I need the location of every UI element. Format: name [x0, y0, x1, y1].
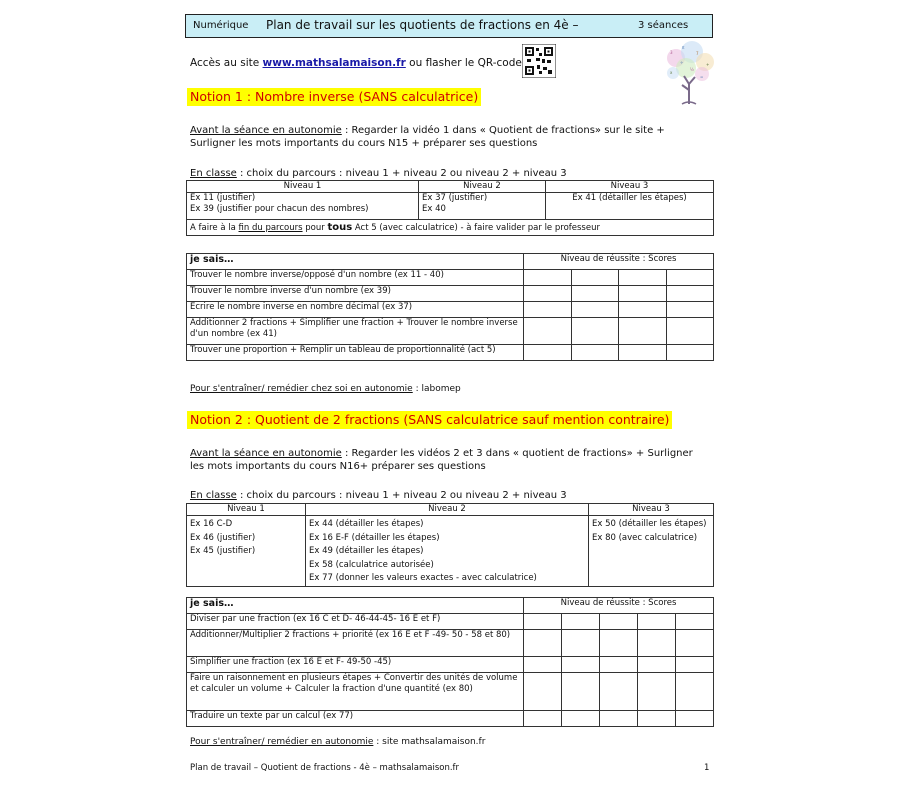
qr-code-icon	[522, 44, 556, 78]
score-cell[interactable]	[571, 318, 619, 345]
score-cell[interactable]	[571, 345, 619, 361]
score-cell[interactable]	[571, 302, 619, 318]
footer-text: Plan de travail – Quotient de fractions - 4è – mathsalamaison.fr	[190, 763, 460, 773]
level-header: Niveau 1	[187, 181, 419, 193]
score-cell[interactable]	[600, 630, 638, 657]
notion2-training: Pour s'entraîner/ remédier en autonomie : site mathsalamaison.fr	[190, 737, 486, 747]
scores-header: Niveau de réussite : Scores	[524, 254, 714, 270]
score-cell[interactable]	[562, 614, 600, 630]
score-cell[interactable]	[600, 673, 638, 711]
notion2-skills-table	[186, 597, 714, 727]
access-line: Accès au site www.mathsalamaison.fr ou flasher le QR-code	[190, 57, 522, 69]
score-cell[interactable]	[524, 345, 572, 361]
svg-text:=: =	[700, 74, 704, 79]
score-cell[interactable]	[676, 711, 714, 727]
score-cell[interactable]	[666, 318, 714, 345]
score-cell[interactable]	[524, 270, 572, 286]
level-cell: Ex 16 C-D Ex 46 (justifier) Ex 45 (justifier)	[187, 516, 306, 587]
score-cell[interactable]	[524, 673, 562, 711]
skill-row: Trouver le nombre inverse d'un nombre (ex 39)	[187, 286, 524, 302]
score-cell[interactable]	[524, 318, 572, 345]
page-number: 1	[704, 763, 710, 773]
score-cell[interactable]	[666, 345, 714, 361]
score-cell[interactable]	[619, 345, 667, 361]
score-cell[interactable]	[571, 286, 619, 302]
level-header: Niveau 1	[187, 504, 306, 516]
level-header: Niveau 2	[306, 504, 589, 516]
svg-text:7: 7	[696, 51, 699, 56]
score-cell[interactable]	[524, 286, 572, 302]
score-cell[interactable]	[571, 270, 619, 286]
score-cell[interactable]	[619, 302, 667, 318]
score-cell[interactable]	[638, 657, 676, 673]
level-cell: Ex 44 (détailler les étapes) Ex 16 E-F (détailler les étapes) Ex 49 (détailler les étapes) Ex 58 (calculatrice autorisée) Ex 77 (donner les valeurs exactes - avec calculatrice)	[306, 516, 589, 587]
page-title: Plan de travail sur les quotients de fractions en 4è –	[266, 18, 579, 32]
notion1-training: Pour s'entraîner/ remédier chez soi en autonomie : labomep	[190, 384, 461, 394]
skill-row: Traduire un texte par un calcul (ex 77)	[187, 711, 524, 727]
score-cell[interactable]	[619, 286, 667, 302]
score-cell[interactable]	[524, 657, 562, 673]
score-cell[interactable]	[600, 657, 638, 673]
score-cell[interactable]	[676, 673, 714, 711]
svg-text:+: +	[706, 62, 710, 67]
skill-row: Diviser par une fraction (ex 16 C et D- 46-44-45- 16 E et F)	[187, 614, 524, 630]
score-cell[interactable]	[619, 270, 667, 286]
svg-text:x: x	[670, 70, 673, 75]
score-cell[interactable]	[666, 286, 714, 302]
skill-row: Faire un raisonnement en plusieurs étapes + Convertir des unités de volume et calculer un volume + Calculer la fraction d'une quantité (ex 80)	[187, 673, 524, 711]
level-header: Niveau 3	[589, 504, 714, 516]
notion1-avant: Avant la séance en autonomie : Regarder la vidéo 1 dans « Quotient de fractions» sur le site + Surligner les mots importants du cours N15 + préparer ses questions	[190, 125, 665, 149]
svg-text:3: 3	[670, 50, 673, 55]
score-cell[interactable]	[562, 711, 600, 727]
level-cell: Ex 37 (justifier) Ex 40	[419, 193, 546, 220]
notion1-levels-table	[186, 180, 714, 236]
header-banner	[185, 14, 713, 38]
skill-row: Additionner 2 fractions + Simplifier une fraction + Trouver le nombre inverse d'un nombre (ex 41)	[187, 318, 524, 345]
site-link[interactable]: www.mathsalamaison.fr	[262, 57, 406, 69]
skill-row: Simplifier une fraction (ex 16 E et F- 49-50 -45)	[187, 657, 524, 673]
score-cell[interactable]	[638, 614, 676, 630]
level-header: Niveau 3	[546, 181, 714, 193]
score-cell[interactable]	[524, 614, 562, 630]
score-cell[interactable]	[524, 711, 562, 727]
score-cell[interactable]	[638, 673, 676, 711]
level-cell: Ex 41 (détailler les étapes)	[546, 193, 714, 220]
score-cell[interactable]	[524, 630, 562, 657]
notion1-en-classe: En classe : choix du parcours : niveau 1 + niveau 2 ou niveau 2 + niveau 3	[190, 168, 567, 179]
skill-row: Ecrire le nombre inverse en nombre décimal (ex 37)	[187, 302, 524, 318]
notion2-en-classe: En classe : choix du parcours : niveau 1 + niveau 2 ou niveau 2 + niveau 3	[190, 490, 567, 501]
skill-row: Trouver une proportion + Remplir un tableau de proportionnalité (act 5)	[187, 345, 524, 361]
score-cell[interactable]	[524, 302, 572, 318]
notion1-skills-table	[186, 253, 714, 361]
notion2-levels-table	[186, 503, 714, 587]
notion2-avant: Avant la séance en autonomie : Regarder les vidéos 2 et 3 dans « quotient de fractions» + Surligner les mots importants du cours N16+ préparer ses questions	[190, 448, 693, 472]
score-cell[interactable]	[562, 657, 600, 673]
score-cell[interactable]	[676, 630, 714, 657]
score-cell[interactable]	[619, 318, 667, 345]
skills-header: je sais…	[187, 598, 524, 614]
skill-row: Trouver le nombre inverse/opposé d'un nombre (ex 11 - 40)	[187, 270, 524, 286]
level-cell: Ex 50 (détailler les étapes) Ex 80 (avec calculatrice)	[589, 516, 714, 587]
scores-header: Niveau de réussite : Scores	[524, 598, 714, 614]
fin-parcours-row: A faire à la fin du parcours pour tous Act 5 (avec calculatrice) - à faire valider par le professeur	[187, 220, 714, 236]
score-cell[interactable]	[600, 614, 638, 630]
header-tag: Numérique	[193, 20, 249, 31]
score-cell[interactable]	[562, 673, 600, 711]
notion2-title: Notion 2 : Quotient de 2 fractions (SANS calculatrice sauf mention contraire)	[187, 411, 672, 429]
score-cell[interactable]	[562, 630, 600, 657]
svg-text:π: π	[682, 45, 685, 50]
score-cell[interactable]	[666, 270, 714, 286]
skill-row: Additionner/Multiplier 2 fractions + priorité (ex 16 E et F -49- 50 - 58 et 80)	[187, 630, 524, 657]
score-cell[interactable]	[638, 711, 676, 727]
level-cell: Ex 11 (justifier) Ex 39 (justifier pour chacun des nombres)	[187, 193, 419, 220]
score-cell[interactable]	[666, 302, 714, 318]
score-cell[interactable]	[638, 630, 676, 657]
svg-text:÷: ÷	[680, 60, 684, 65]
score-cell[interactable]	[600, 711, 638, 727]
score-cell[interactable]	[676, 614, 714, 630]
score-cell[interactable]	[676, 657, 714, 673]
notion1-title: Notion 1 : Nombre inverse (SANS calculatrice)	[187, 88, 481, 106]
sessions-count: 3 séances	[638, 20, 689, 31]
svg-text:½: ½	[690, 67, 694, 72]
level-header: Niveau 2	[419, 181, 546, 193]
skills-header: je sais…	[187, 254, 524, 270]
tree-logo-icon	[662, 40, 718, 106]
